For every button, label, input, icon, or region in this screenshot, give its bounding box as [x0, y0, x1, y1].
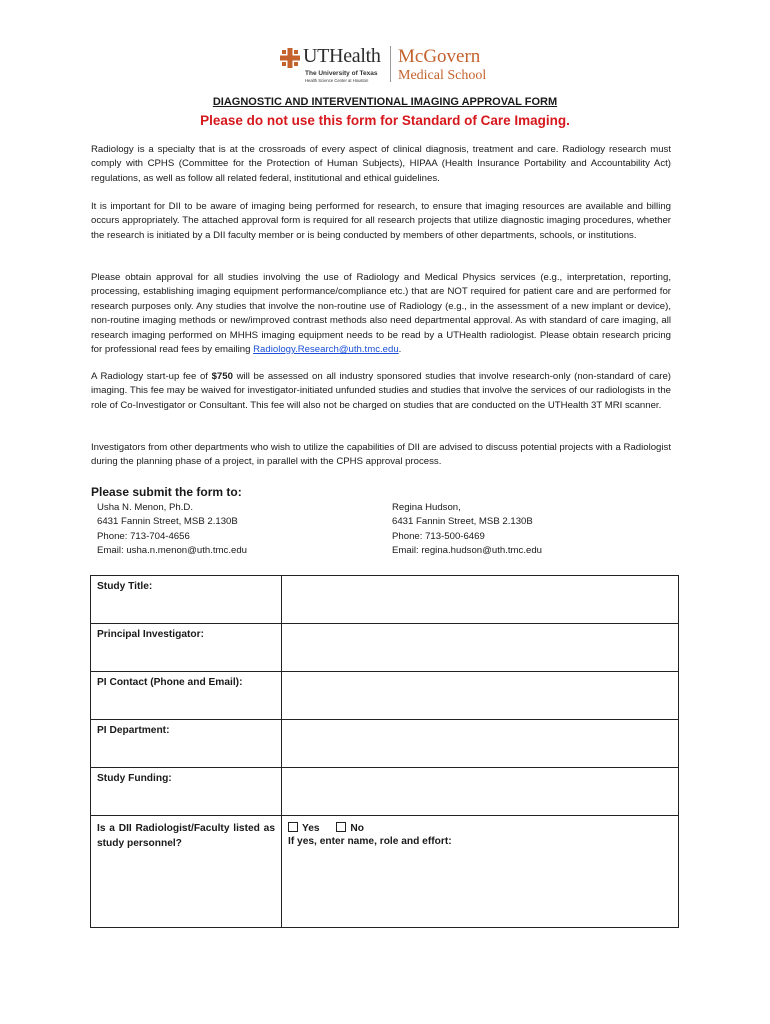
- contact-email: Email: regina.hudson@uth.tmc.edu: [392, 544, 542, 556]
- contact-email: Email: usha.n.menon@uth.tmc.edu: [97, 544, 247, 556]
- contact-name: Regina Hudson,: [392, 502, 461, 513]
- principal-investigator-label: Principal Investigator:: [91, 624, 282, 672]
- study-funding-label: Study Funding:: [91, 768, 282, 816]
- form-row-study-funding: [91, 768, 679, 816]
- logo-divider: [390, 46, 391, 82]
- approval-form-table: [90, 575, 679, 928]
- form-row-principal-investigator: [91, 624, 679, 672]
- radiology-research-email-link[interactable]: Radiology.Research@uth.tmc.edu: [253, 344, 399, 356]
- study-title-label: Study Title:: [91, 576, 282, 624]
- study-funding-field[interactable]: [282, 768, 679, 816]
- paragraph-3-end: .: [398, 344, 402, 356]
- yes-checkbox[interactable]: [288, 822, 298, 832]
- no-label: No: [350, 823, 365, 834]
- if-yes-instruction: If yes, enter name, role and effort:: [288, 836, 452, 847]
- pi-contact-label: PI Contact (Phone and Email):: [91, 672, 282, 720]
- yes-label: Yes: [302, 823, 320, 834]
- contact-card-1: [97, 501, 247, 558]
- paragraph-3-text: Please obtain approval for all studies involving the use of Radiology and Medical Physics services (e.g., interpretation, reporting, processing, establishing imaging equipment performance/compliance etc.) that are NOT required for patient care and are performed for research purposes only. Any studies that involve the non-routine use of Radiology (e.g., in the assessment of a new implant or device), non-routine imaging methods or new/improved contrast methods also need departmental approval. As with standard of care imaging, all research imaging performed on MHHS imaging equipment needs to be read by a UTHealth radiologist. Please obtain research pricing for professional read fees by emailing: [91, 272, 671, 356]
- intro-paragraph-1: Radiology is a specialty that is at the crossroads of every aspect of clinical diagnosis, treatment and care. Radiology research must comply with CPHS (Committee for the Protection of Human Subjects), HIPAA (Health Insurance Portability and Accountability Act) regulations, as well as follow all related federal, institutional and ethical guidelines.: [91, 144, 671, 184]
- uthealth-subtitle: The University of Texas: [305, 70, 378, 77]
- mcgovern-wordmark: McGovern: [398, 46, 481, 67]
- startup-fee-amount: $750: [211, 371, 233, 382]
- dii-personnel-field: [282, 816, 679, 928]
- contact-address: 6431 Fannin Street, MSB 2.130B: [392, 516, 533, 528]
- form-row-dii-personnel: [91, 816, 679, 928]
- paragraph-4-text-a: A Radiology start-up fee of: [91, 371, 208, 382]
- uthealth-wordmark: UTHealth: [303, 45, 381, 67]
- uthealth-subtitle-small: Health Science Center at Houston: [305, 78, 369, 83]
- dii-personnel-label: Is a DII Radiologist/Faculty listed as study personnel?: [91, 816, 282, 928]
- principal-investigator-field[interactable]: [282, 624, 679, 672]
- intro-paragraph-5: Investigators from other departments who wish to utilize the capabilities of DII are advised to discuss potential projects with a Radiologist during the planning phase of a project, in parallel with the CPHS approval process.: [91, 442, 671, 468]
- form-row-study-title: [91, 576, 679, 624]
- yes-no-options: [288, 821, 672, 836]
- contact-name: Usha N. Menon, Ph.D.: [97, 502, 193, 513]
- contact-card-2: [392, 501, 542, 558]
- intro-paragraph-2: It is important for DII to be aware of imaging being performed for research, to ensure that imaging resources are available and billing occurs appropriately. The attached approval form is required for all research projects that utilize diagnostic imaging procedures, whether the research is initiated by a DII faculty member or is being conducted by members of other departments, schools, or institutions.: [91, 201, 671, 241]
- contact-phone: Phone: 713-500-6469: [392, 530, 485, 542]
- contact-phone: Phone: 713-704-4656: [97, 530, 190, 542]
- no-checkbox[interactable]: [336, 822, 346, 832]
- medical-school-wordmark: Medical School: [398, 68, 487, 83]
- form-title: DIAGNOSTIC AND INTERVENTIONAL IMAGING APPROVAL FORM: [212, 96, 558, 108]
- contact-address: 6431 Fannin Street, MSB 2.130B: [97, 516, 238, 528]
- uthealth-logo-icon: [280, 48, 300, 68]
- form-warning: Please do not use this form for Standard of Care Imaging.: [200, 113, 570, 128]
- form-row-pi-contact: [91, 672, 679, 720]
- paragraph-4-text-b: will be assessed on all industry sponsored studies that involve research-only (non-standard of care) imaging. This fee may be waived for investigator-initiated unfunded studies and studies that involve the services of our radiologists in the role of Co-Investigator or Consultant. This fee will also not be charged on studies that are conducted on the UTHealth 3T MRI scanner.: [91, 371, 672, 411]
- yes-option[interactable]: [288, 823, 320, 834]
- form-row-pi-department: [91, 720, 679, 768]
- pi-contact-field[interactable]: [282, 672, 679, 720]
- logo: [280, 44, 500, 86]
- intro-paragraph-4: [91, 370, 671, 413]
- pi-department-field[interactable]: [282, 720, 679, 768]
- pi-department-label: PI Department:: [91, 720, 282, 768]
- submit-heading: Please submit the form to:: [91, 485, 242, 499]
- intro-paragraph-3: [91, 271, 671, 357]
- study-title-field[interactable]: [282, 576, 679, 624]
- no-option[interactable]: [336, 823, 364, 834]
